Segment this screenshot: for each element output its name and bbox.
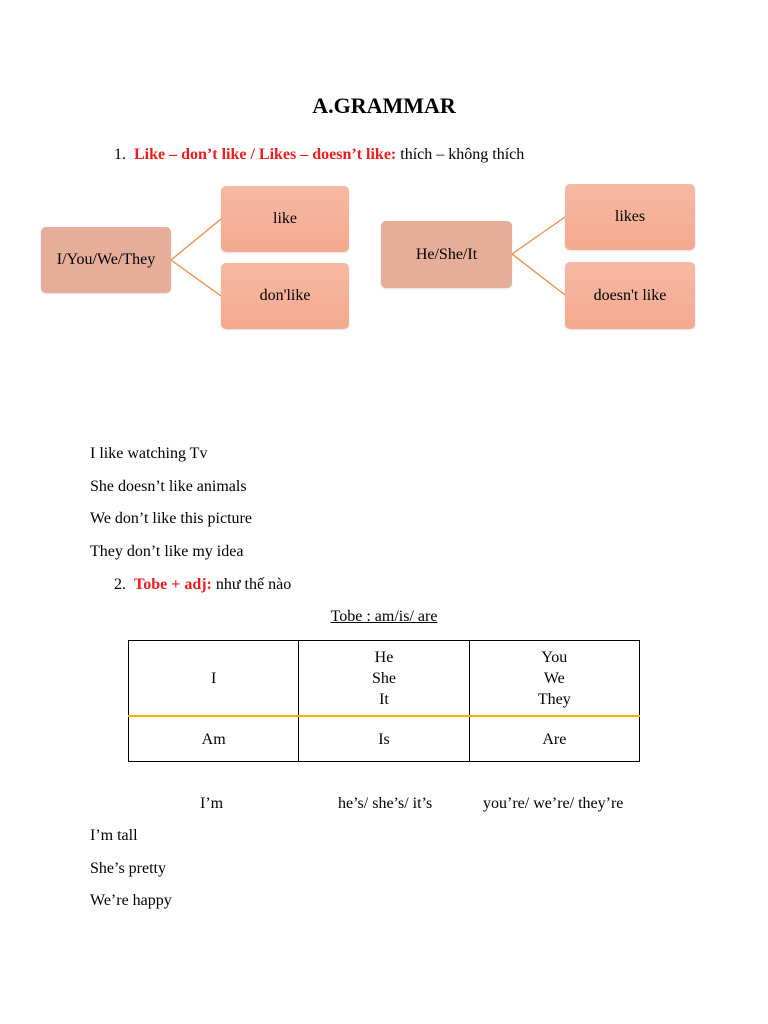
header-pronoun: It (379, 690, 389, 708)
section-2-heading (114, 576, 291, 594)
header-pronoun: They (537, 690, 571, 708)
diagram-right-root (381, 221, 512, 288)
table-header-cell (299, 641, 469, 717)
section-1-heading-rest: thích – không thích (396, 146, 525, 163)
table-row (129, 716, 640, 762)
table-cell: Are (469, 716, 639, 762)
table-caption: Tobe : am/is/ are (330, 608, 438, 625)
section-1-number: 1. (114, 146, 126, 163)
header-pronoun: We (543, 669, 565, 687)
diagram-left-branch-label: don'like (259, 287, 311, 304)
table-cell: Am (129, 716, 299, 762)
diagram-left-root (41, 227, 171, 293)
diagram-left-root-label: I/You/We/They (56, 251, 156, 268)
header-pronoun: He (374, 648, 394, 666)
example-sentence: We don’t like this picture (90, 510, 252, 527)
section-2-heading-red: Tobe + adj: (134, 576, 212, 593)
section-2-number: 2. (114, 576, 126, 593)
connector-left-bottom (171, 260, 221, 296)
diagram-right-branch-label: doesn't like (593, 286, 667, 304)
diagram-right-branch-likes (565, 184, 695, 250)
connector-right-top (512, 217, 565, 254)
example-sentence: She’s pretty (90, 860, 166, 877)
connector-right-bottom (512, 254, 565, 295)
diagram-left-branch-like (221, 186, 349, 252)
header-pronoun: She (371, 669, 396, 687)
example-sentence: I like watching Tv (90, 445, 208, 462)
table-header-row (129, 641, 640, 717)
tobe-table (128, 640, 640, 762)
table-cell: Is (299, 716, 469, 762)
page-title: A.GRAMMAR (312, 93, 456, 118)
contraction-he-she-it: he’s/ she’s/ it’s (338, 795, 433, 812)
example-sentence: We’re happy (90, 892, 172, 909)
diagram-right-root-label: He/She/It (415, 245, 478, 263)
section-1-heading-red: Like – don’t like / Likes – doesn’t like: (134, 146, 397, 163)
example-sentence: They don’t like my idea (90, 543, 244, 560)
header-pronoun: I (211, 669, 217, 687)
table-header-cell (469, 641, 639, 717)
diagram-left-branch-dont-like (221, 263, 349, 329)
table-header-cell (129, 641, 299, 717)
example-sentence: She doesn’t like animals (90, 478, 247, 495)
diagram-left-branch-label: like (273, 210, 297, 227)
diagram-right-branch-label: likes (614, 208, 646, 225)
example-sentence: I’m tall (90, 827, 138, 844)
section-2-heading-rest: như thế nào (211, 576, 292, 593)
diagram-right-branch-doesnt-like (565, 262, 695, 329)
connector-left-top (171, 219, 221, 260)
contraction-i: I’m (200, 795, 224, 812)
contraction-you-we-they: you’re/ we’re/ they’re (483, 795, 624, 812)
header-pronoun: You (541, 648, 568, 666)
